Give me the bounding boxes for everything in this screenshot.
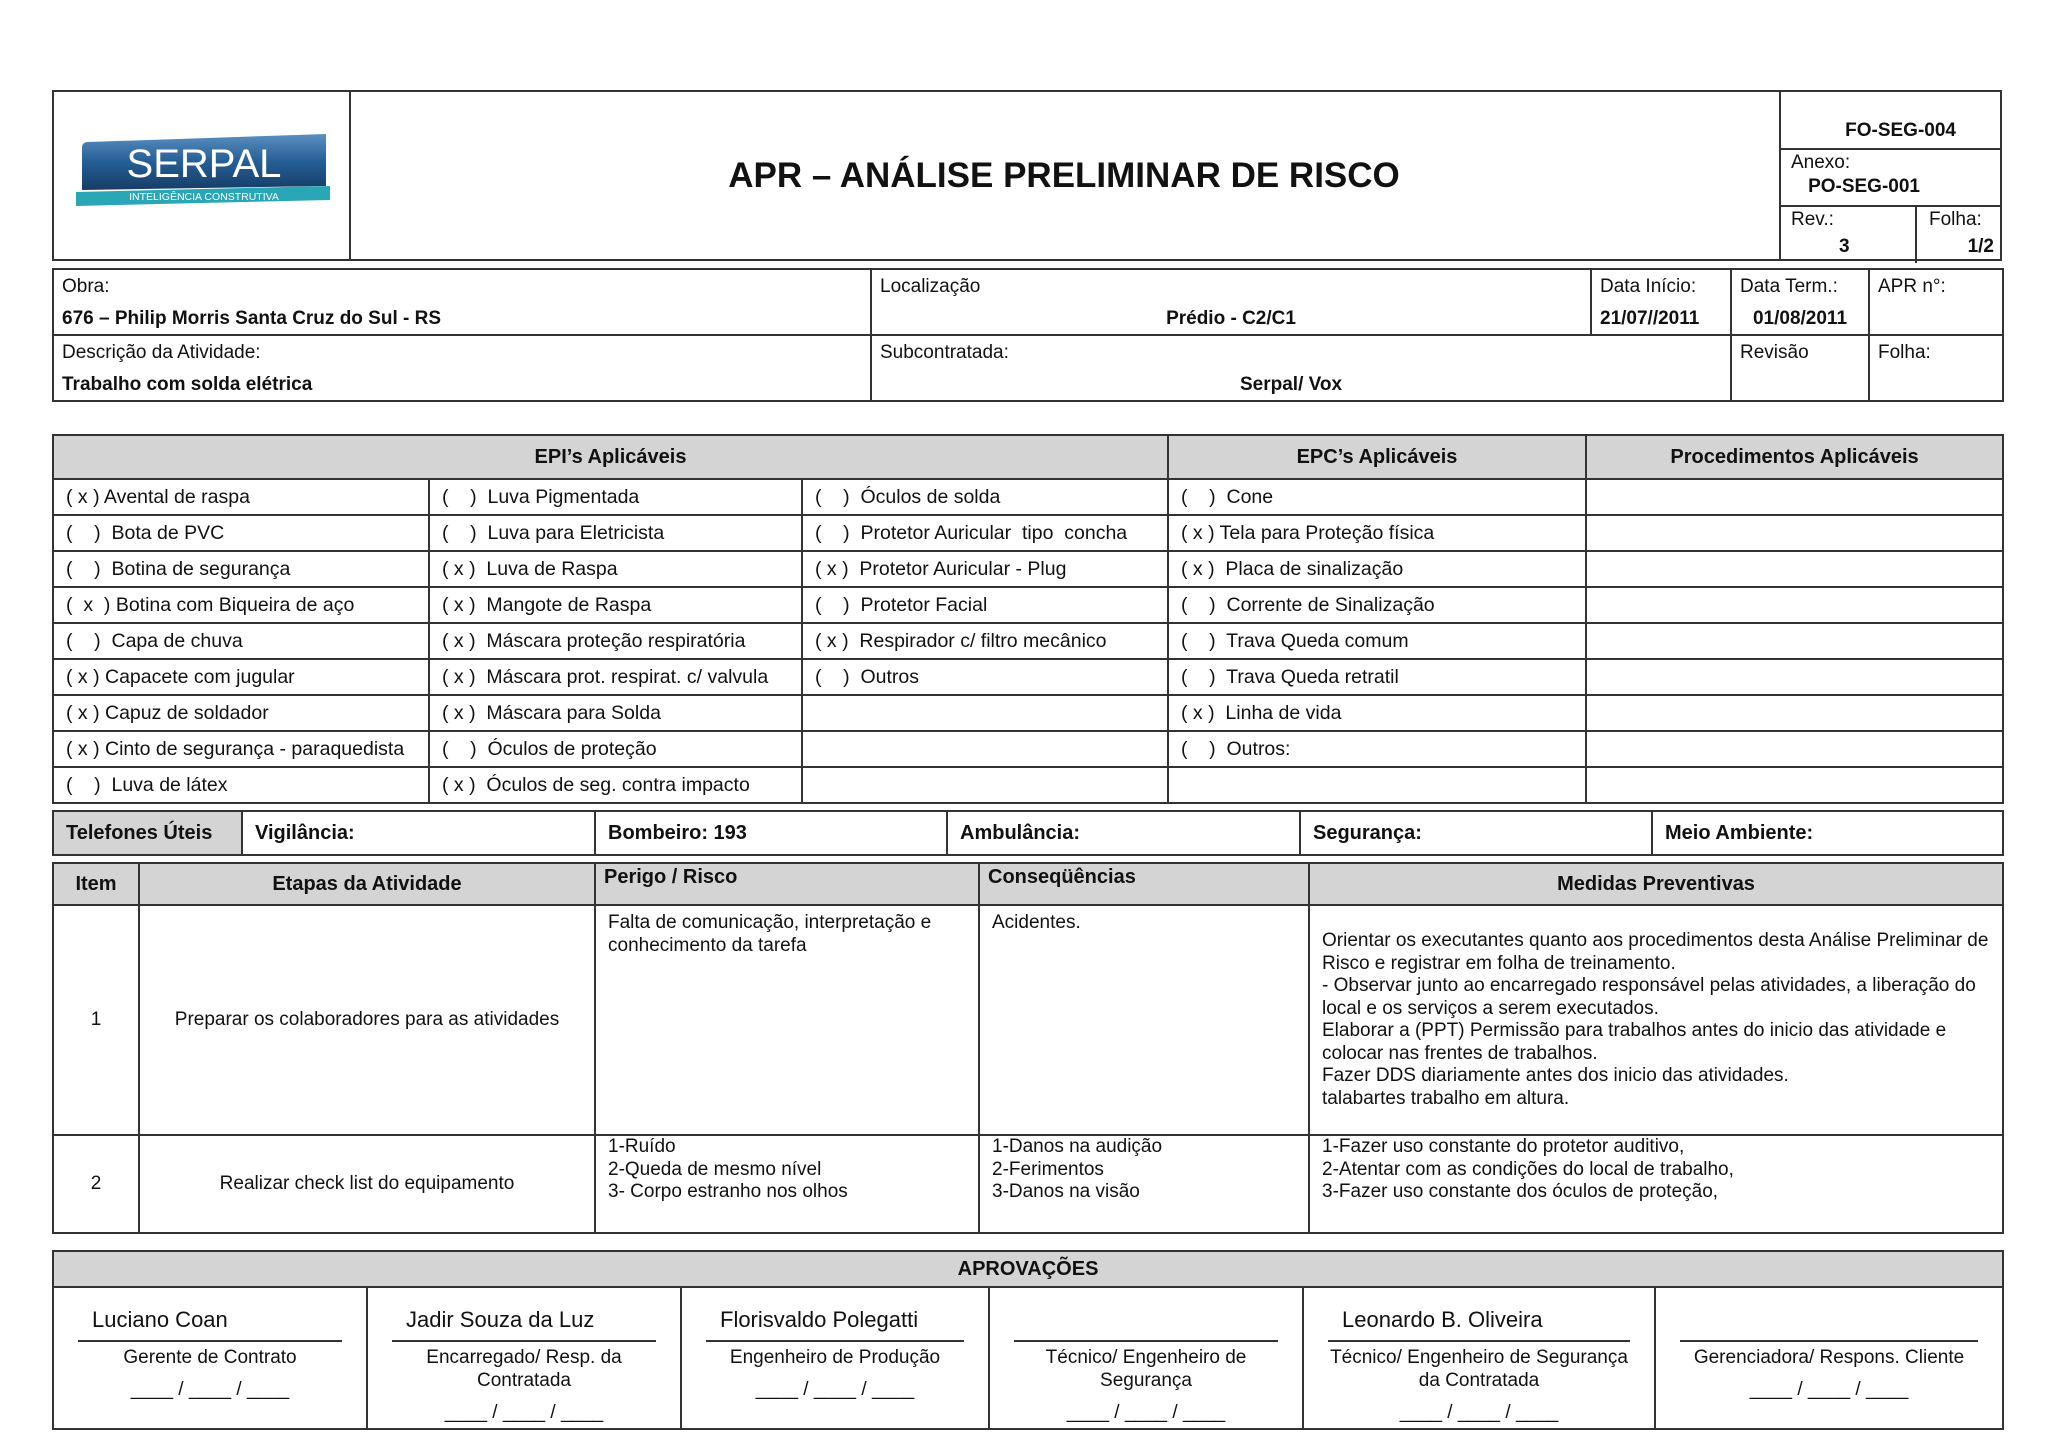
procedure-item [1586,479,2003,515]
epc-item: ( x ) Tela para Proteção física [1168,515,1586,551]
epi-item: ( x ) Capacete com jugular [53,659,429,695]
epi-item: ( ) Óculos de proteção [429,731,802,767]
signature-block [1303,1287,1655,1429]
subcontractor-cell: Subcontratada: Serpal/ Vox [871,335,1731,401]
svg-text:SERPAL: SERPAL [126,142,282,186]
revision-cell: Revisão [1731,335,1869,401]
procedure-item [1586,515,2003,551]
epi-item: ( ) Luva de látex [53,767,429,803]
signer-name: Jadir Souza da Luz [406,1307,595,1332]
subcontractor-value: Serpal/ Vox [1240,374,1343,395]
table-row [53,731,2003,767]
table-row [53,767,2003,803]
col-etapas: Etapas da Atividade [139,863,595,905]
epi-item: ( x ) Respirador c/ filtro mecânico [802,623,1168,659]
col-item: Item [53,863,139,905]
signature-block [989,1287,1303,1429]
epi-item: ( ) Óculos de solda [802,479,1168,515]
serpal-logo [74,134,332,216]
obra-cell: Obra: 676 – Philip Morris Santa Cruz do Sul - RS [53,269,871,335]
obra-value: 676 – Philip Morris Santa Cruz do Sul - RS [62,308,442,329]
signature-block [1655,1287,2003,1429]
epi-item: ( x ) Protetor Auricular - Plug [802,551,1168,587]
signature-date[interactable]: ____ / ____ / ____ [1066,1402,1226,1423]
epc-header: EPC’s Aplicáveis [1168,435,1586,479]
epi-item: ( x ) Cinto de segurança - paraquedista [53,731,429,767]
signature-date[interactable]: ____ / ____ / ____ [1749,1379,1909,1400]
rev-value: 3 [1839,236,1850,257]
row1-medidas: Orientar os executantes quanto aos procedimentos desta Análise Preliminar de Risco e registrar em folha de treinamento. - Observar junto ao encarregado responsável pelas atividades, a liberação do local e os serviços a serem executados. Elaborar a (PPT) Permissão para trabalhos antes do inicio das atividade e colocar nas frentes de trabalhos. Fazer DDS diariamente antes dos inicio das atividades. talabartes trabalho em altura. [1309,905,2003,1135]
epc-item: ( x ) Placa de sinalização [1168,551,1586,587]
phone-ambulancia: Ambulância: [947,811,1300,855]
epc-item: ( ) Trava Queda retratil [1168,659,1586,695]
procedure-item [1586,767,2003,803]
signature-date[interactable]: ____ / ____ / ____ [130,1379,290,1400]
col-perigo: Perigo / Risco [595,863,979,905]
sheet-label: Folha: [1929,209,1982,230]
logo-cell [54,92,351,259]
procedure-item [1586,659,2003,695]
table-row [53,623,2003,659]
annex-label: Anexo: [1791,152,1851,173]
phone-meio-ambiente: Meio Ambiente: [1652,811,2003,855]
signer-name: Florisvaldo Polegatti [720,1307,919,1332]
procedure-item [1586,587,2003,623]
project-info [52,268,2002,402]
activity-description-value: Trabalho com solda elétrica [62,374,313,395]
row1-consequencia: Acidentes. [979,905,1309,1135]
signer-role: Gerente de Contrato [78,1340,342,1369]
signature-date[interactable]: ____ / ____ / ____ [755,1379,915,1400]
epi-item: ( ) Outros [802,659,1168,695]
location-cell: Localização Prédio - C2/C1 [871,269,1591,335]
signature-date[interactable]: ____ / ____ / ____ [444,1402,604,1423]
activities-table [52,862,2002,1234]
procedures-header: Procedimentos Aplicáveis [1586,435,2003,479]
epi-item: ( x ) Máscara prot. respirat. c/ valvula [429,659,802,695]
epi-item: ( x ) Botina com Biqueira de aço [53,587,429,623]
epi-item: ( ) Botina de segurança [53,551,429,587]
signer-role: Técnico/ Engenheiro de Segurança [1014,1340,1278,1392]
table-row [53,479,2003,515]
procedure-item [1586,551,2003,587]
signature-block [367,1287,681,1429]
epi-item: ( ) Protetor Facial [802,587,1168,623]
epi-item: ( x ) Avental de raspa [53,479,429,515]
document-header [52,90,2002,261]
form-code: FO-SEG-004 [1845,120,1956,141]
epc-item: ( ) Trava Queda comum [1168,623,1586,659]
signer-role: Encarregado/ Resp. da Contratada [392,1340,656,1392]
row2-medidas: 1-Fazer uso constante do protetor auditivo, 2-Atentar com as condições do local de trabalho, 3-Fazer uso constante dos óculos de proteção, [1309,1135,2003,1233]
activity-description-cell: Descrição da Atividade: Trabalho com solda elétrica [53,335,871,401]
procedure-item [1586,731,2003,767]
epc-item: ( x ) Linha de vida [1168,695,1586,731]
signer-name: Leonardo B. Oliveira [1342,1307,1543,1332]
phone-bombeiro: Bombeiro: 193 [595,811,947,855]
phones-label: Telefones Úteis [53,811,242,855]
epc-item: ( ) Outros: [1168,731,1586,767]
epi-item: ( ) Bota de PVC [53,515,429,551]
col-medidas: Medidas Preventivas [1309,863,2003,905]
epc-item: ( ) Corrente de Sinalização [1168,587,1586,623]
signer-role: Engenheiro de Produção [706,1340,964,1369]
epi-epc-table [52,434,2002,804]
page-title: APR – ANÁLISE PRELIMINAR DE RISCO [349,92,1781,259]
epc-item: ( ) Cone [1168,479,1586,515]
phone-vigilancia: Vigilância: [242,811,595,855]
epi-item: ( ) Protetor Auricular tipo concha [802,515,1168,551]
signer-name [1014,1306,1278,1334]
table-row [53,1135,2003,1233]
rev-label: Rev.: [1791,209,1834,230]
signer-name: Luciano Coan [92,1307,228,1332]
table-row [53,695,2003,731]
epi-item: ( x ) Máscara para Solda [429,695,802,731]
row2-consequencia: 1-Danos na audição 2-Ferimentos 3-Danos na visão [979,1135,1309,1233]
table-row [53,515,2003,551]
epi-header: EPI’s Aplicáveis [53,435,1168,479]
epi-item: ( x ) Capuz de soldador [53,695,429,731]
epi-item [802,767,1168,803]
epi-item [802,731,1168,767]
row1-perigo: Falta de comunicação, interpretação e conhecimento da tarefa [595,905,979,1135]
row2-perigo: 1-Ruído 2-Queda de mesmo nível 3- Corpo estranho nos olhos [595,1135,979,1233]
annex-value: PO-SEG-001 [1808,176,1920,197]
approvals-header: APROVAÇÕES [53,1251,2003,1287]
row2-etapa: Realizar check list do equipamento [139,1135,595,1233]
table-row [53,551,2003,587]
signer-name [1680,1306,1978,1334]
signature-block [53,1287,367,1429]
epi-item [802,695,1168,731]
row1-etapa: Preparar os colaboradores para as atividades [139,905,595,1135]
sheet-cell: Folha: [1869,335,2003,401]
epi-item: ( ) Capa de chuva [53,623,429,659]
row2-item: 2 [53,1135,139,1233]
end-date-value: 01/08/2011 [1752,308,1848,329]
procedure-item [1586,623,2003,659]
row1-item: 1 [53,905,139,1135]
useful-phones [52,810,2002,856]
apr-number-cell: APR n°: [1869,269,2003,335]
epi-item: ( x ) Óculos de seg. contra impacto [429,767,802,803]
approvals [52,1250,2002,1430]
signature-block [681,1287,989,1429]
col-consequencias: Conseqüências [979,863,1309,905]
epi-item: ( x ) Luva de Raspa [429,551,802,587]
epi-item: ( ) Luva para Eletricista [429,515,802,551]
epc-item [1168,767,1586,803]
svg-text:INTELIGÊNCIA CONSTRUTIVA: INTELIGÊNCIA CONSTRUTIVA [129,191,279,203]
table-row [53,587,2003,623]
epi-item: ( x ) Máscara proteção respiratória [429,623,802,659]
location-value: Prédio - C2/C1 [1166,308,1296,329]
phone-seguranca: Segurança: [1300,811,1652,855]
end-date-cell: Data Term.: 01/08/2011 [1731,269,1869,335]
signer-role: Gerenciadora/ Respons. Cliente [1680,1340,1978,1369]
table-row [53,905,2003,1135]
document-code-block [1779,92,2000,259]
table-row [53,659,2003,695]
signature-date[interactable]: ____ / ____ / ____ [1399,1402,1559,1423]
procedure-item [1586,695,2003,731]
epi-item: ( ) Luva Pigmentada [429,479,802,515]
sheet-value: 1/2 [1967,236,1994,257]
start-date-cell: Data Início: 21/07//2011 [1591,269,1731,335]
start-date-value: 21/07//2011 [1600,308,1700,329]
epi-item: ( x ) Mangote de Raspa [429,587,802,623]
signer-role: Técnico/ Engenheiro de Segurança da Contratada [1328,1340,1630,1392]
